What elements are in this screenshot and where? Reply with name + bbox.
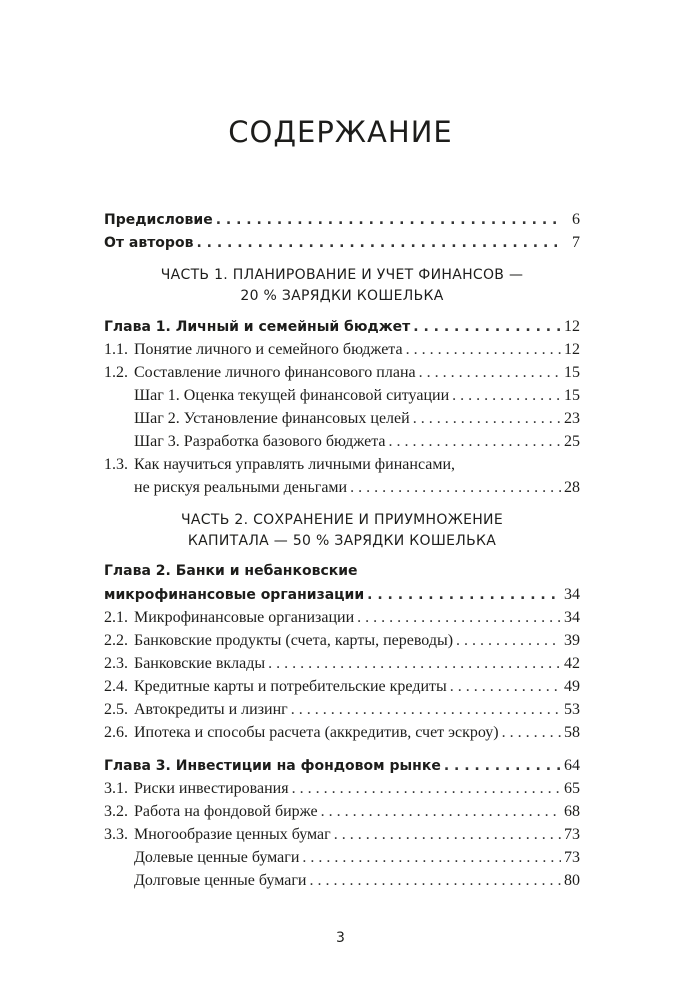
toc-page-number: 7: [572, 234, 580, 251]
section-number: 3.3.: [104, 826, 128, 843]
toc-subsection-equity-securities[interactable]: [104, 846, 580, 869]
toc-entry-label: Составление личного финансового плана: [134, 364, 416, 381]
leader-dots: [291, 698, 561, 721]
leader-dots: [292, 777, 561, 800]
leader-dots: [334, 823, 561, 846]
toc-entry-preface[interactable]: [104, 208, 580, 231]
toc-entry-label: Шаг 1. Оценка текущей финансовой ситуации: [134, 387, 450, 404]
section-number: 3.2.: [104, 803, 128, 820]
part-heading-line: ЧАСТЬ 2. СОХРАНЕНИЕ И ПРИУМНОЖЕНИЕ: [181, 512, 503, 528]
leader-dots: [413, 407, 561, 430]
toc-page-number: 15: [564, 364, 580, 381]
toc-page-number: 58: [564, 724, 580, 741]
toc-entry-label-cont: микрофинансовые организации: [104, 587, 365, 603]
toc-page-number: 34: [564, 586, 580, 603]
toc-section-2-2[interactable]: [104, 629, 580, 652]
toc-section-2-1[interactable]: [104, 606, 580, 629]
toc-page-number: 34: [564, 609, 580, 626]
toc-entry-from-authors[interactable]: [104, 231, 580, 254]
toc-chapter-3[interactable]: [104, 754, 580, 777]
toc-page-number: 12: [564, 318, 580, 335]
leader-dots: [456, 629, 561, 652]
section-number: 2.4.: [104, 678, 128, 695]
toc-entry-label: От авторов: [104, 235, 194, 251]
toc-page-number: 73: [564, 826, 580, 843]
section-number: 2.5.: [104, 701, 128, 718]
toc-entry-label: Многообразие ценных бумаг: [134, 826, 331, 843]
leader-dots: [502, 721, 561, 744]
toc-page-number: 42: [564, 655, 580, 672]
part-heading-line: КАПИТАЛА — 50 % ЗАРЯДКИ КОШЕЛЬКА: [187, 533, 497, 549]
toc-subsection-step-1[interactable]: [104, 384, 580, 407]
toc-entry-label: Предисловие: [104, 212, 213, 228]
toc-entry-label: Риски инвестирования: [134, 780, 289, 797]
toc-page-number: 65: [564, 780, 580, 797]
section-number: 3.1.: [104, 780, 128, 797]
table-of-contents: [104, 208, 580, 892]
toc-page-number: 15: [564, 387, 580, 404]
leader-dots: [450, 675, 561, 698]
toc-page-number: 39: [564, 632, 580, 649]
toc-section-2-3[interactable]: [104, 652, 580, 675]
toc-entry-label: Банковские вклады: [134, 655, 266, 672]
toc-page-number: 68: [564, 803, 580, 820]
page-number: 3: [336, 930, 345, 946]
section-number: 2.2.: [104, 632, 128, 649]
section-number: 1.3.: [104, 456, 128, 473]
toc-page-number: 12: [564, 341, 580, 358]
part-heading-1: [104, 265, 580, 307]
toc-section-3-1[interactable]: [104, 777, 580, 800]
toc-page-number: 73: [564, 849, 580, 866]
part-heading-2: [104, 510, 580, 552]
leader-dots: [268, 652, 561, 675]
toc-page-number: 23: [564, 410, 580, 427]
toc-page-number: 64: [564, 757, 580, 774]
leader-dots: [309, 869, 561, 892]
section-number: 2.1.: [104, 609, 128, 626]
leader-dots: [196, 232, 563, 255]
leader-dots: [389, 430, 561, 453]
toc-page-number: 53: [564, 701, 580, 718]
toc-section-3-2[interactable]: [104, 800, 580, 823]
toc-entry-label: Глава 2. Банки и небанковские: [104, 563, 358, 579]
toc-entry-label: Глава 1. Личный и семейный бюджет: [104, 319, 411, 335]
toc-page-number: 6: [572, 211, 580, 228]
part-heading-line: ЧАСТЬ 1. ПЛАНИРОВАНИЕ И УЧЕТ ФИНАНСОВ —: [160, 267, 524, 283]
toc-entry-label: Автокредиты и лизинг: [134, 701, 288, 718]
toc-section-3-3[interactable]: [104, 823, 580, 846]
leader-dots: [444, 755, 561, 778]
toc-entry-label-cont: не рискуя реальными деньгами: [134, 479, 348, 496]
leader-dots: [357, 606, 561, 629]
toc-entry-label: Микрофинансовые организации: [134, 609, 355, 626]
leader-dots: [419, 361, 561, 384]
section-number: 2.3.: [104, 655, 128, 672]
toc-entry-label: Банковские продукты (счета, карты, переводы): [134, 632, 454, 649]
toc-page-number: 28: [564, 479, 580, 496]
toc-page-number: 25: [564, 433, 580, 450]
toc-section-2-4[interactable]: [104, 675, 580, 698]
leader-dots: [452, 384, 561, 407]
toc-entry-label: Как научиться управлять личными финансами,: [134, 456, 456, 473]
leader-dots: [406, 338, 561, 361]
toc-subsection-step-2[interactable]: [104, 407, 580, 430]
toc-page-number: 49: [564, 678, 580, 695]
leader-dots: [367, 584, 561, 607]
leader-dots: [216, 209, 563, 232]
toc-section-2-5[interactable]: [104, 698, 580, 721]
section-number: 1.1.: [104, 341, 128, 358]
toc-entry-label: Шаг 3. Разработка базового бюджета: [134, 433, 386, 450]
toc-entry-label: Ипотека и способы расчета (аккредитив, счет эскроу): [134, 724, 499, 741]
toc-entry-label: Долевые ценные бумаги: [134, 849, 300, 866]
leader-dots: [302, 846, 561, 869]
leader-dots: [413, 316, 561, 339]
section-number: 1.2.: [104, 364, 128, 381]
toc-page-number: 80: [564, 872, 580, 889]
leader-dots: [350, 476, 561, 499]
toc-section-1-2[interactable]: [104, 361, 580, 384]
toc-entry-label: Долговые ценные бумаги: [134, 872, 307, 889]
leader-dots: [321, 800, 561, 823]
page-title: СОДЕРЖАНИЕ: [228, 115, 453, 149]
toc-subsection-debt-securities[interactable]: [104, 869, 580, 892]
toc-chapter-1[interactable]: [104, 315, 580, 338]
part-heading-line: 20 % ЗАРЯДКИ КОШЕЛЬКА: [240, 288, 444, 304]
toc-subsection-step-3[interactable]: [104, 430, 580, 453]
toc-entry-label: Глава 3. Инвестиции на фондовом рынке: [104, 758, 441, 774]
section-number: 2.6.: [104, 724, 128, 741]
toc-entry-label: Работа на фондовой бирже: [134, 803, 318, 820]
toc-chapter-2[interactable]: [104, 560, 580, 606]
toc-entry-label: Шаг 2. Установление финансовых целей: [134, 410, 410, 427]
toc-section-1-3[interactable]: [104, 453, 580, 499]
toc-section-2-6[interactable]: [104, 721, 580, 744]
toc-entry-label: Понятие личного и семейного бюджета: [134, 341, 403, 358]
toc-section-1-1[interactable]: [104, 338, 580, 361]
toc-entry-label: Кредитные карты и потребительские кредиты: [134, 678, 447, 695]
